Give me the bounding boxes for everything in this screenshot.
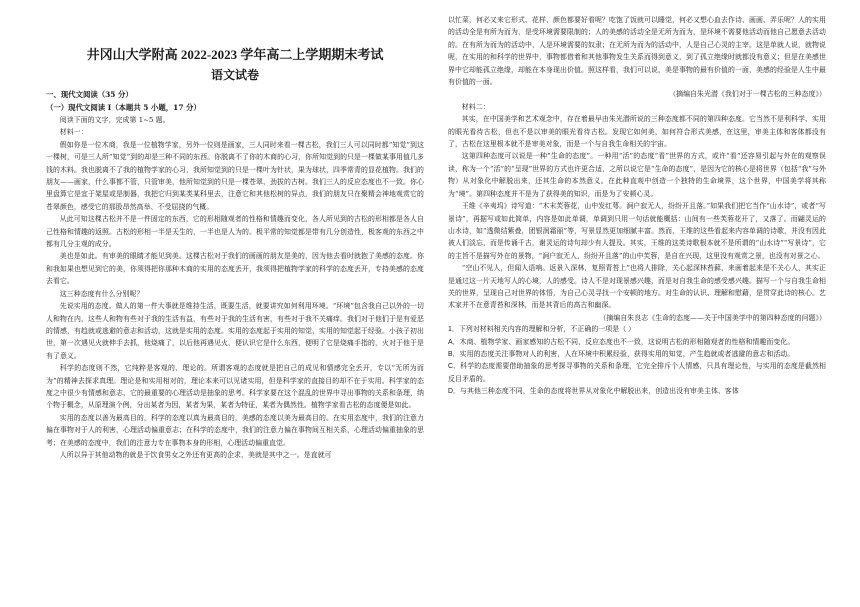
paragraph: 人所以异于其他动物的就是于饮食男女之外还有更高的企求，美就是其中之一。是直就可 [59, 450, 332, 459]
section-heading: 一、现代文阅读（35 分） [46, 90, 133, 99]
right-column [448, 14, 826, 399]
paragraph: 这三种态度有什么分别呢？ [59, 289, 144, 298]
question-stem: 1．下列对材料相关内容的理解和分析，不正确的一项是（ ） [448, 326, 636, 334]
subsection-heading: （一）现代文阅读 I（本题共 5 小题，17 分） [46, 102, 201, 112]
source-citation-1: （摘编自朱光潜《我们对于一棵古松的三种态度》） [669, 90, 826, 99]
paragraph: 这第四种态度可以说是一种“生命的态度”。一种用“活”的态度“看”世界的方式，或许“看”还容易引起与外在的观察误读，称为一个“活”的“呈现”世界的方式也许更合适，之所以说它是“生命的态度”，是因为它的核心是将世界（包括“我”与外物）从对象化中解脱出来，还其生命的本然意义。在此种直观中创造一个独特的生命境界，这个世界，中国美学将其称为“境”。第四种态度并不是为了获得美的知识，而是为了安顿心灵。 [448, 152, 826, 198]
material2-label: 材料二： [461, 102, 490, 111]
exam-title: 井冈山大学附高 2022-2023 学年高二上学期期末考试 [86, 47, 384, 62]
paragraph: “空山不见人，但闻人语响。返景入深林，复照青苔上”也将人排除，关心起深林苔藓，来画着起来是不关心人，其实正是通过这一片天地写人的心境，人的感受。诗人不是对现景感兴趣，而是对自我生命的感受感兴趣。描写一个与自我生命相关的世界，呈现自己对世界的体悟，为自己心灵寻找一个安顿的地方。对生命的认识、理解和慰藉，是贯穿此诗的核心。艺术家并不在意青苔和深林，而是其背后的高古和幽深。 [448, 264, 826, 310]
source-citation-2: （摘编自朱良志《生命的态度——关于中国美学中的第四种态度的问题》） [599, 313, 826, 322]
paragraph: 王维《辛夷坞》诗写道：“木末芙蓉花，山中发红萼。涧户寂无人，纷纷开且落。”如果我们把它当作“山水诗”，或者“写景诗”，再据写或如此简单，内容是如此单调，单调到只用一句话就能概括：山间有一些芙蓉花开了，又落了。而翩灵运的山水诗，如“透微结紫叠，团银润霜丽”等，写景显然更加细腻丰富。然而，王维的这些看起来内容单调的诗歌，并没有因此被人们淡忘，而是传诵千古，谢灵运的诗句却少有人提及。其实，王维的这类诗歌根本就不是所谓的“山水诗”“写景诗”，它的主旨不是描写外在的景物，“涧户寂无人，纷纷开且落”的山中芙蓉，是自在兴现，这里没有观赏之景，也没有对景之心。 [448, 202, 826, 260]
paragraph: 先说实用的态度。做人的第一件大事就是维持生活，既要生活，就要讲究如何利用环境。“环境”包含我自己以外的一切人和物在内，这些人和物有些对于我的生活有益，有些对于我的生活有害，有些对于我不关痛痒。我们对于他们于是有爱恶的情感，有趋就或逃避的意志和活动，这就是实用的态度。实用的态度起于实用的知觉，实用的知觉起于经验。小孩子初出世，第一次遇见火就伸手去抓，他烧痛了，以后他再遇见火，便认识它是什么东西，便明了它是烧痛手指的，火对于他于是有了意义。 [46, 302, 424, 360]
paragraph: 其实，在中国美学和艺术观念中，存在着最早由朱光潜所说的三种态度都不同的第四种态度。它当然不是利科学、实用的眼光看待古松，但也不是以审美的眼光看待古松。发现它如何美，如何符合形式美感，在这里，审美主体和客体都没有了，古松在这里根本就不是审美对象，而是一个与自我生命相关的宇宙。 [448, 115, 826, 149]
left-column [46, 44, 424, 461]
exam-subtitle: 语文试卷 [210, 68, 259, 82]
instruction-text: 阅读下面的文字，完成第 1~5 题。 [59, 116, 170, 124]
paragraph: 科学的态度则不然，它纯粹是客观的、理论的。所谓客观的态度就是把自己的成见和情感完全丢开，专以“无所为而为”的精神去探求真理。理论是和实用相对的，理论本来可以见诸实用，但是科学家的直接目的却不在于实用。科学家的态度之中很少有情感和意志，它的最重要的心理活动是抽象的思考。科学家要在这个混乱的世界中寻出事物的关系和条理，纳个物于概念，从原理演个例，分出某者为因，某者为果，某者为特征，某者为偶然性。植物学家看古松的态度便是如此。 [46, 364, 424, 410]
option-d: D．与其他三种态度不同，生命的态度将世界从对象化中解脱出来，创造出没有审美主体、客体 [448, 388, 739, 396]
paragraph: 从此可知这棵古松并不是一件固定的东西，它的形相随观者的性格和情趣而变化，各人所见到的古松的形相都是各人自己性格和情趣的返照。古松的形相一半是天生的，一半也是人为的。极平常的知觉都是带有几分创造性，极客观的东西之中都有几分主观的成分。 [46, 215, 424, 249]
paragraph: 以忙菜，何必又来它形式、花样、颜色都要好看呢？吃饱了饭就可以睡觉，何必又想心血去作诗、画画、弄乐呢？人的实用的活动全是有所为而为，是受环境需要限制的；人的美感的活动全是无所为而为，是环境不需要他活动而他自己愿意去活动的。在有所为而为的活动中，人是环境需要的奴隶；在无所为而为的活动中，人是自己心灵的主宰。这是单就人说，就物说呢，在实用的和科学的世界中，事物都借着和其他事物发生关系而得到意义，到了孤立绝缘时就都没有意义；但是在美感世界中它却能孤立绝缘，却能在本身现出价值。照这样看，我们可以说，美是事物的最有价值的一面，美感的经验是人生中最有价值的一面。 [448, 16, 826, 87]
paragraph: 假如你是一位木商，我是一位植物学家，另外一位则是画家，三人同时来看一棵古松，我们三人可以同时都“知觉”到这一棵树，可是三人所“知觉”到的却是三种不同的东西。你脱离不了你的木商的心习，你所知觉到的只是一棵做某事用值几多钱的木料。我也脱离不了我的植物学家的心习，我所知觉到的只是一棵叶为针状，果为球状，四季常青的显花植物。我们的朋友——画家，什么事都不管，只管审美，他所知觉到的只是一棵苍翠、劲拔的古树。我们三人的反应态度也不一致。你心里盘算它是宜于架屋或是制器，我把它归到某类某科里去，注意它和其他松树的异点，我们的朋友只在聚精会神地观赏它的苍翠颜色，感受它的那股昂然高举、不受屈挠的气概。 [46, 140, 424, 211]
material1-label: 材料一： [59, 128, 88, 137]
option-b: B．实用的态度关注事物对人的利害，人在环境中积累经验，获得实用的知觉，产生趋就或者逃避的意志和活动。 [448, 350, 795, 358]
paragraph: 实用的态度以善为最高目的，科学的态度以真为最高目的，美感的态度以美为最高目的。在实用态度中，我们的注意力偏在事物对于人的利害，心理活动偏重意志；在科学的态度中，我们的注意力偏在事物间互相关系，心理活动偏重抽象的思考；在美感的态度中，我们的注意力专在事物本身的形相，心理活动偏重直觉。 [46, 413, 424, 447]
option-c: C．科学的态度需要借助抽象的思考探寻事物的关系和条理，它完全排斥个人情感，只具有理论性，与实用的态度是截然相反目矛盾的。 [448, 363, 826, 383]
option-a: A．木商、植物学家、画家感知的古松不同，反应态度也不一致，这说明古松的形相随观者的性格和情趣而变化。 [448, 338, 795, 346]
paragraph: 美也是如此。有审美的眼睛才能见到美。这棵古松对于我们的画画的朋友是美的，因为他去看时就抱了美感的态度。你和我如果也想见到它的美，你须得把你那种木商的实用的态度丢开，我须得把植物学家的科学的态度丢开，专持美感的态度去看它。 [46, 252, 424, 286]
